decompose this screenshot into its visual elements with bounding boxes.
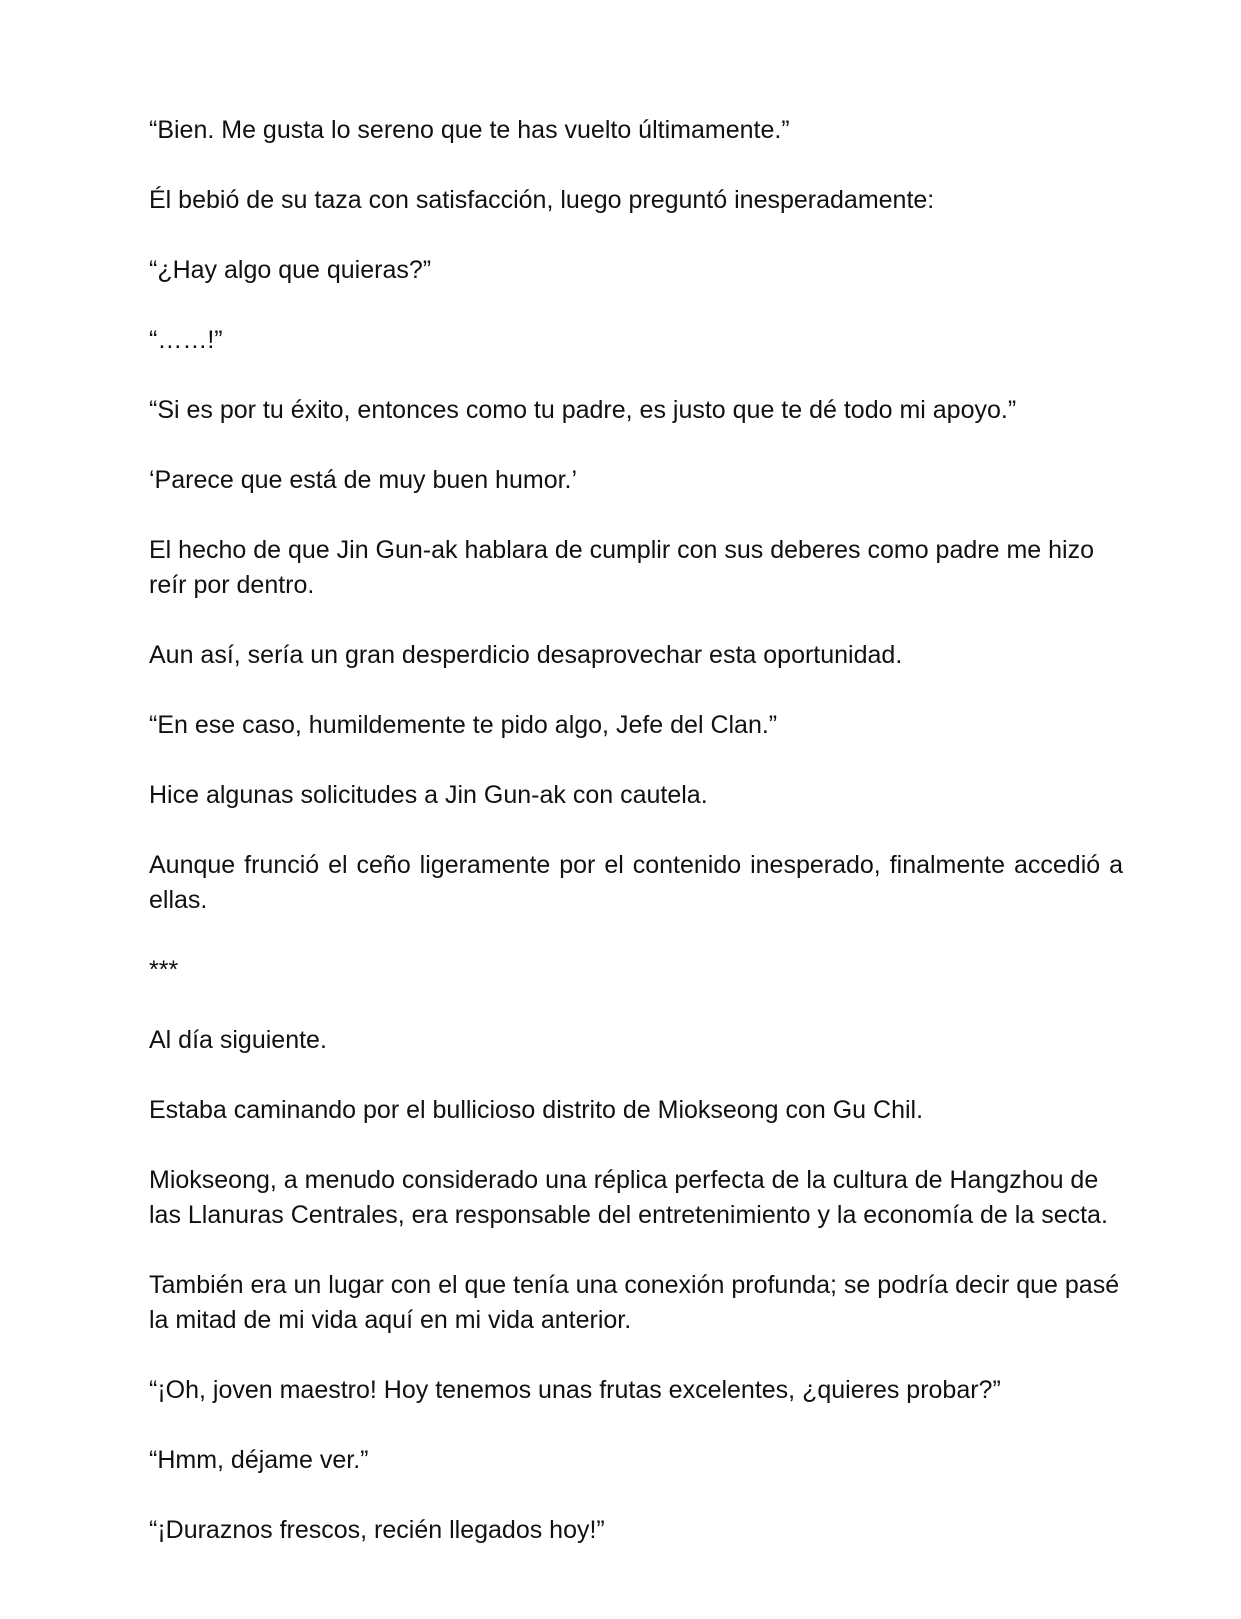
paragraph-4: “……!” [149, 326, 223, 354]
paragraph-18: “¡Duraznos frescos, recién llegados hoy!” [149, 1516, 605, 1544]
paragraph-10: Hice algunas solicitudes a Jin Gun-ak con cautela. [149, 781, 708, 809]
paragraph-14: Miokseong, a menudo considerado una réplica perfecta de la cultura de Hangzhou de las Llanuras Centrales, era responsable del entretenimiento y la economía de la secta. [149, 1166, 1108, 1229]
paragraph-11: Aunque frunció el ceño ligeramente por el contenido inesperado, finalmente accedió a ellas. [149, 851, 1123, 914]
paragraph-2: Él bebió de su taza con satisfacción, luego preguntó inesperadamente: [149, 186, 935, 214]
paragraph-1: “Bien. Me gusta lo sereno que te has vuelto últimamente.” [149, 116, 790, 144]
paragraph-13: Estaba caminando por el bullicioso distrito de Miokseong con Gu Chil. [149, 1096, 924, 1124]
document-page [149, 113, 1123, 1583]
paragraph-12: Al día siguiente. [149, 1026, 327, 1054]
paragraph-8: Aun así, sería un gran desperdicio desaprovechar esta oportunidad. [149, 641, 903, 669]
paragraph-3: “¿Hay algo que quieras?” [149, 256, 432, 284]
paragraph-16: “¡Oh, joven maestro! Hoy tenemos unas frutas excelentes, ¿quieres probar?” [149, 1376, 1001, 1404]
paragraph-9: “En ese caso, humildemente te pido algo, Jefe del Clan.” [149, 711, 778, 739]
paragraph-15: También era un lugar con el que tenía una conexión profunda; se podría decir que pasé la mitad de mi vida aquí en mi vida anterior. [149, 1271, 1120, 1334]
paragraph-17: “Hmm, déjame ver.” [149, 1446, 369, 1474]
scene-break: *** [149, 956, 179, 984]
paragraph-5: “Si es por tu éxito, entonces como tu padre, es justo que te dé todo mi apoyo.” [149, 396, 1017, 424]
paragraph-6: ‘Parece que está de muy buen humor.’ [149, 466, 578, 494]
paragraph-7: El hecho de que Jin Gun-ak hablara de cumplir con sus deberes como padre me hizo reír por dentro. [149, 536, 1094, 599]
